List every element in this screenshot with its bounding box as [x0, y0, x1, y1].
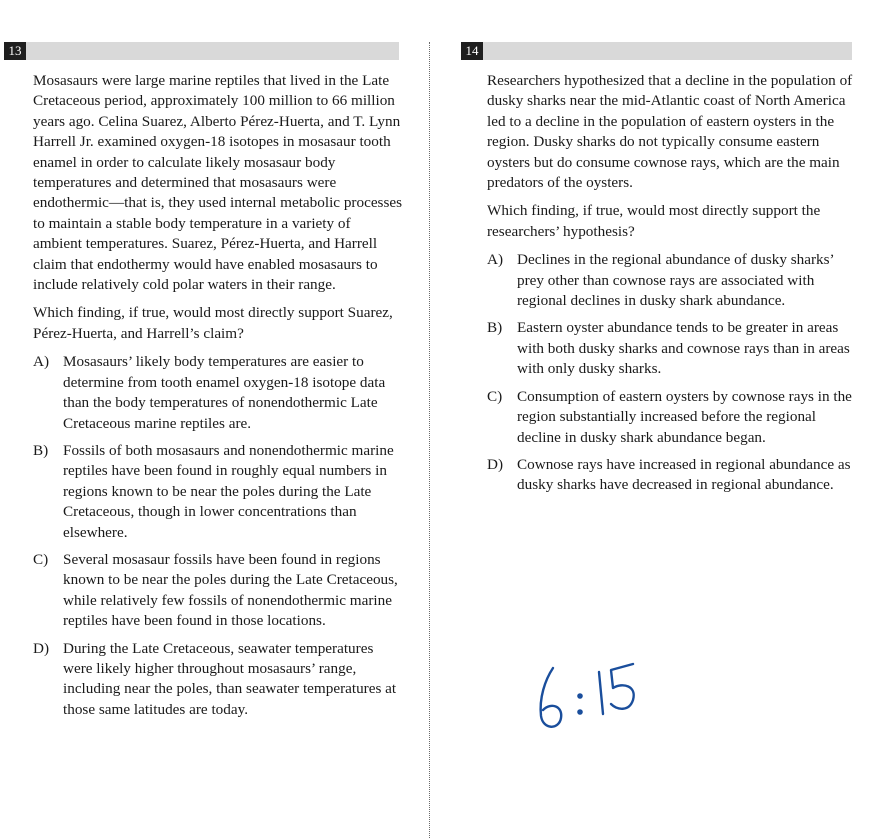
question-13-option-d[interactable] — [33, 639, 403, 721]
option-letter: C) — [487, 387, 503, 405]
option-letter: A) — [33, 353, 50, 371]
option-text: Fossils of both mosasaurs and nonendothermic marine reptiles have been found in roughly equal numbers in regions known to be near the poles during the Late Cretaceous, though in lower concentrations than elsewhere. — [63, 441, 394, 541]
question-14-column — [487, 71, 855, 503]
handwritten-annotation — [533, 658, 643, 738]
option-text: Consumption of eastern oysters by cownose rays in the region substantially increased before the regional decline in dusky shark abundance began. — [517, 387, 852, 446]
question-14-options — [487, 250, 855, 495]
option-text: Declines in the regional abundance of dusky sharks’ prey other than cownose rays are associated with regional declines in dusky shark abundance. — [517, 251, 834, 310]
handwritten-digit-6 — [541, 668, 562, 727]
option-text: Several mosasaur fossils have been found in regions known to be near the poles during the Late Cretaceous, while relatively few fossils of nonendothermic marine reptiles have been found in those locations. — [63, 550, 398, 630]
question-13-column — [33, 71, 403, 727]
option-letter: A) — [487, 251, 504, 269]
question-13-option-a[interactable] — [33, 352, 403, 434]
question-14-header-bar — [461, 42, 852, 60]
option-text: Cownose rays have increased in regional abundance as dusky sharks have decreased in regional abundance. — [517, 455, 851, 494]
option-text: Eastern oyster abundance tends to be greater in areas with both dusky sharks and cownose rays than in areas with only dusky sharks. — [517, 319, 850, 378]
question-14-number: 14 — [461, 42, 483, 60]
question-13-options — [33, 352, 403, 720]
column-divider — [429, 42, 430, 838]
question-14-option-b[interactable] — [487, 318, 855, 379]
question-13-header-bar — [4, 42, 399, 60]
handwritten-colon-bottom — [578, 710, 581, 713]
handwritten-digit-5 — [611, 664, 634, 709]
question-13-option-b[interactable] — [33, 441, 403, 543]
option-text: Mosasaurs’ likely body temperatures are easier to determine from tooth enamel oxygen-18 isotope data than the body temperatures of nonendothermic Late Cretaceous marine reptiles are. — [63, 353, 386, 432]
question-14-option-d[interactable] — [487, 455, 855, 496]
question-13-option-c[interactable] — [33, 550, 403, 632]
question-14-passage: Researchers hypothesized that a decline in the population of dusky sharks near the mid-Atlantic coast of North America led to a decline in the population of eastern oysters in the region. Dusky sharks do not typically consume eastern oysters but do consume cownose rays, which are the main predators of the oysters. — [487, 72, 853, 192]
option-letter: D) — [487, 455, 504, 473]
option-letter: D) — [33, 639, 50, 657]
question-13-passage: Mosasaurs were large marine reptiles that lived in the Late Cretaceous period, approximately 100 million to 66 million years ago. Celina Suarez, Alberto Pérez-Huerta, and T. Lynn Harrell Jr. examined oxygen-18 isotopes in mosasaur tooth enamel in order to calculate likely mosasaur body temperatures and determined that mosasaurs were endothermic—that is, they used internal metabolic processes to maintain a stable body temperature in a variety of ambient temperatures. Suarez, Pérez-Huerta, and Harrell claim that endothermy would have enabled mosasaurs to include relatively cold polar waters in their range. — [33, 72, 403, 294]
question-14-option-a[interactable] — [487, 250, 855, 311]
question-14-option-c[interactable] — [487, 387, 855, 448]
option-letter: B) — [487, 319, 503, 337]
question-13-prompt: Which finding, if true, would most directly support Suarez, Pérez-Huerta, and Harrell’s claim? — [33, 304, 393, 342]
option-letter: C) — [33, 550, 49, 568]
handwritten-digit-1 — [599, 672, 603, 714]
option-text: During the Late Cretaceous, seawater temperatures were likely higher throughout mosasaurs’ range, including near the poles, than seawater temperatures at those same latitudes are today. — [63, 639, 397, 718]
question-14-prompt: Which finding, if true, would most directly support the researchers’ hypothesis? — [487, 202, 821, 240]
question-13-number: 13 — [4, 42, 26, 60]
option-letter: B) — [33, 441, 49, 459]
handwritten-colon-top — [578, 694, 581, 697]
